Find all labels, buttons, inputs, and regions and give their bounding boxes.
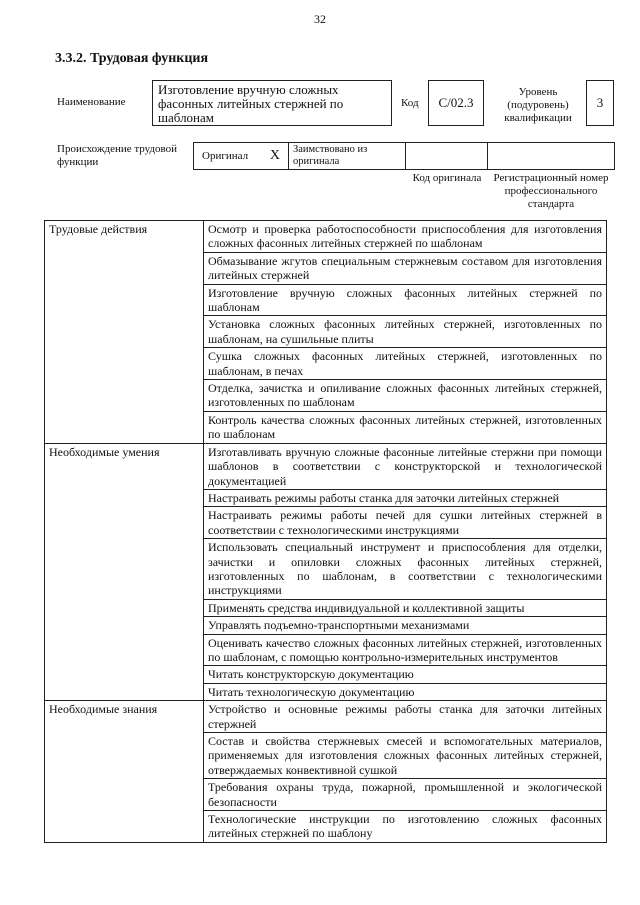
list-item: Использовать специальный инструмент и приспособления для отделки, зачистки и опиловки сложных фасонных литейных стержней, изготовленных по шаблонам, в соответствии с технологическими инструкциями: [204, 539, 606, 600]
level-label: Уровень (подуровень) квалификации: [504, 86, 572, 124]
list-item: Читать технологическую документацию: [208, 684, 415, 699]
list-item: Настраивать режимы работы станка для заточки литейных стержней: [204, 490, 606, 507]
list-item: Технологические инструкции по изготовлению сложных фасонных литейных стержней по шаблону: [208, 812, 602, 841]
section-row: [45, 221, 607, 444]
section-row: [45, 701, 607, 843]
original-label: Оригинал: [202, 150, 249, 162]
origin-table: [193, 142, 615, 170]
list-item: Требования охраны труда, пожарной, промышленной и экологической безопасности: [204, 779, 606, 811]
code-value: С/02.3: [428, 80, 484, 126]
list-item: Управлять подъемно-транспортными механизмами: [204, 617, 606, 634]
name-label: Наименование: [57, 96, 126, 108]
list-item: Установка сложных фасонных литейных стержней, изготовленных по шаблонам, на сушильные плиты: [204, 316, 606, 348]
reg-number-cell: [488, 143, 614, 169]
section-title-knowledge: Необходимые знания: [45, 701, 204, 843]
borrowed-label: Заимствовано из оригинала: [289, 143, 406, 169]
code-original-cell: [406, 143, 488, 169]
list-item: Читать конструкторскую документацию: [204, 666, 606, 683]
code-label: Код: [401, 97, 419, 109]
list-item: Осмотр и проверка работоспособности приспособления для изготовления сложных фасонных литейных стержней по шаблонам: [204, 221, 606, 253]
list-item: Оценивать качество сложных фасонных литейных стержней, изготовленных по шаблонам, с помощью контрольно-измерительных инструментов: [204, 635, 606, 667]
list-item: Изготовление вручную сложных фасонных литейных стержней по шаблонам: [204, 285, 606, 317]
list-item: Отделка, зачистка и опиливание сложных фасонных литейных стержней, изготовленных по шаблонам: [204, 380, 606, 412]
list-item: Применять средства индивидуальной и коллективной защиты: [204, 600, 606, 617]
section-title-skills: Необходимые умения: [45, 443, 204, 701]
name-value: Изготовление вручную сложных фасонных литейных стержней по шаблонам: [152, 80, 392, 126]
reg-number-label: Регистрационный номер профессионального стандарта: [493, 172, 609, 210]
origin-label: Происхождение трудовой функции: [57, 143, 178, 168]
list-item: Обмазывание жгутов специальным стержневым составом для изготовления литейных стержней: [204, 253, 606, 285]
list-item: Изготавливать вручную сложные фасонные литейные стержни при помощи шаблонов в соответствии с конструкторской и технологической документацией: [204, 444, 606, 490]
page-number: 32: [314, 12, 326, 26]
list-item: Устройство и основные режимы работы станка для заточки литейных стержней: [204, 701, 606, 733]
section-title: 3.3.2. Трудовая функция: [55, 51, 209, 66]
section-row: [45, 443, 607, 701]
list-item: Настраивать режимы работы печей для сушки литейных стержней в соответствии с технологическими инструкциями: [204, 507, 606, 539]
code-original-label: Код оригинала: [412, 172, 482, 184]
list-item: Сушка сложных фасонных литейных стержней, изготовленных по шаблонам, в печах: [204, 348, 606, 380]
section-title-actions: Трудовые действия: [45, 221, 204, 444]
level-value: 3: [586, 80, 614, 126]
function-table: [44, 220, 607, 843]
original-mark: X: [269, 148, 280, 163]
list-item: Состав и свойства стержневых смесей и вспомогательных материалов, применяемых для изготовления сложных фасонных литейных стержней, отверждаемых конвективной сушкой: [204, 733, 606, 779]
list-item: Контроль качества сложных фасонных литейных стержней, изготовленных по шаблонам: [208, 412, 602, 442]
